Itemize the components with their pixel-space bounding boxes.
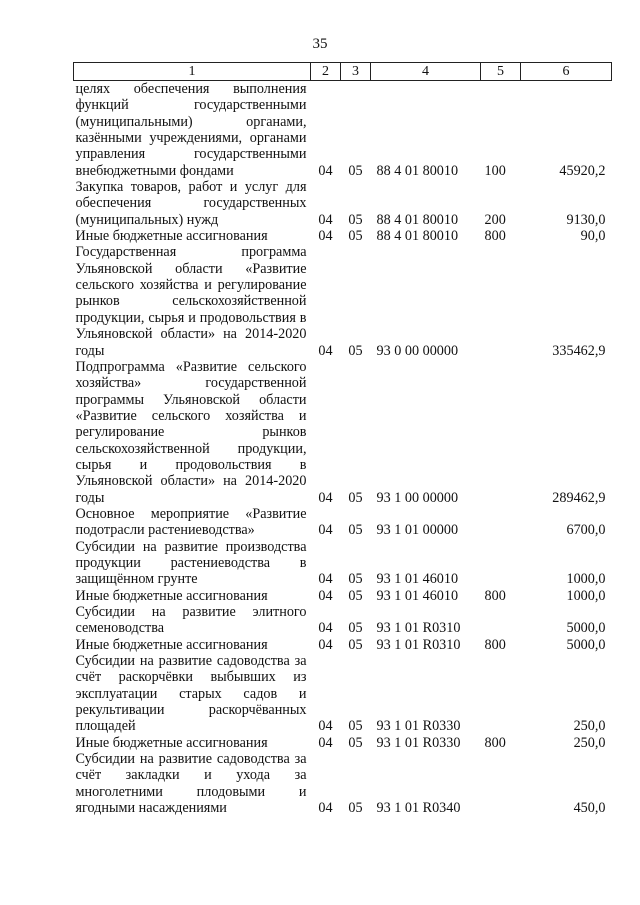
- row-expense-type: 800: [484, 228, 506, 245]
- row-amount: 45920,2: [559, 162, 606, 179]
- row-section: 04: [318, 489, 333, 506]
- row-section: 04: [318, 718, 333, 735]
- table-row: [74, 539, 612, 588]
- row-target-code: 93 1 01 R0330: [376, 734, 461, 751]
- row-subsection: 05: [348, 636, 363, 653]
- row-description: Подпрограмма «Развитие сельского хозяйства» государственной программы Ульяновской области «Развитие сельского хозяйства и регулирование рынков сельскохозяйственной продукции, сырья и продовольствия в Ульяновской области» на 2014-2020 годы: [75, 358, 307, 506]
- row-expense-type: [481, 604, 521, 637]
- row-subsection: 05: [348, 620, 363, 637]
- header-col-3: 3: [341, 63, 371, 81]
- row-section: 04: [318, 587, 333, 604]
- row-amount: 1000,0: [566, 587, 606, 604]
- row-amount: 5000,0: [566, 620, 606, 637]
- row-section: 04: [318, 162, 333, 179]
- table-row: [74, 81, 612, 180]
- row-amount: 450,0: [573, 800, 606, 817]
- row-target-code: 93 0 00 00000: [376, 342, 459, 359]
- row-amount: 5000,0: [566, 636, 606, 653]
- row-section: 04: [318, 342, 333, 359]
- row-description: Иные бюджетные ассигнования: [75, 228, 268, 245]
- row-expense-type: 800: [484, 587, 506, 604]
- table-row: [74, 228, 612, 244]
- table-row: [74, 653, 612, 735]
- table-row: [74, 637, 612, 653]
- row-subsection: 05: [348, 211, 363, 228]
- header-col-2: 2: [311, 63, 341, 81]
- row-description: Иные бюджетные ассигнования: [75, 587, 268, 604]
- row-description: Государственная программа Ульяновской области «Развитие сельского хозяйства и регулирование рынков сельскохозяйственной продукции, сырья и продовольствия в Ульяновской области» на 2014-2020 годы: [75, 244, 307, 359]
- row-subsection: 05: [348, 734, 363, 751]
- header-col-1: 1: [74, 63, 311, 81]
- row-section: 04: [318, 620, 333, 637]
- row-description: Субсидии на развитие производства продукции растениеводства в защищённом грунте: [75, 538, 307, 588]
- row-target-code: 93 1 01 46010: [376, 587, 459, 604]
- row-amount: 1000,0: [566, 571, 606, 588]
- row-expense-type: [481, 244, 521, 358]
- row-target-code: 93 1 01 R0310: [376, 620, 461, 637]
- row-target-code: 93 1 01 R0310: [376, 636, 461, 653]
- row-expense-type: [481, 653, 521, 735]
- row-section: 04: [318, 211, 333, 228]
- row-subsection: 05: [348, 522, 363, 539]
- row-amount: 289462,9: [552, 489, 606, 506]
- row-description: Субсидии на развитие садоводства за счёт раскорчёвки выбывших из эксплуатации старых садов и рекультивации раскорчёванных площадей: [75, 653, 307, 735]
- row-target-code: 88 4 01 80010: [376, 211, 459, 228]
- row-expense-type: 200: [484, 211, 506, 228]
- row-amount: 250,0: [573, 718, 606, 735]
- table-row: [74, 735, 612, 751]
- row-description: Основное мероприятие «Развитие подотрасли растениеводства»: [75, 505, 307, 539]
- row-section: 04: [318, 571, 333, 588]
- row-description: Иные бюджетные ассигнования: [75, 636, 268, 653]
- row-target-code: 93 1 00 00000: [376, 489, 459, 506]
- table-row: [74, 588, 612, 604]
- row-target-code: 93 1 01 46010: [376, 571, 459, 588]
- row-subsection: 05: [348, 489, 363, 506]
- header-col-6: 6: [521, 63, 612, 81]
- row-subsection: 05: [348, 718, 363, 735]
- row-target-code: 93 1 01 R0330: [376, 718, 461, 735]
- row-section: 04: [318, 228, 333, 245]
- row-expense-type: [481, 539, 521, 588]
- row-expense-type: [481, 359, 521, 506]
- row-section: 04: [318, 800, 333, 817]
- row-description: Иные бюджетные ассигнования: [75, 734, 268, 751]
- row-subsection: 05: [348, 800, 363, 817]
- row-target-code: 88 4 01 80010: [376, 162, 459, 179]
- table-row: [74, 359, 612, 506]
- table-row: [74, 506, 612, 539]
- row-section: 04: [318, 522, 333, 539]
- row-amount: 90,0: [580, 228, 606, 245]
- table-row: [74, 751, 612, 816]
- row-target-code: 88 4 01 80010: [376, 228, 459, 245]
- page-number: 35: [312, 36, 328, 52]
- header-col-5: 5: [481, 63, 521, 81]
- row-amount: 9130,0: [566, 211, 606, 228]
- row-subsection: 05: [348, 162, 363, 179]
- row-amount: 250,0: [573, 734, 606, 751]
- table-row: [74, 244, 612, 358]
- table-row: [74, 604, 612, 637]
- row-subsection: 05: [348, 587, 363, 604]
- row-description: целях обеспечения выполнения функций государственными (муниципальными) органами, казёнными учреждениями, органами управления государственными внебюджетными фондами: [75, 81, 307, 179]
- row-section: 04: [318, 636, 333, 653]
- row-expense-type: 800: [484, 636, 506, 653]
- row-description: Закупка товаров, работ и услуг для обеспечения государственных (муниципальных) нужд: [75, 179, 307, 228]
- row-target-code: 93 1 01 00000: [376, 522, 459, 539]
- row-expense-type: 800: [484, 734, 506, 751]
- row-subsection: 05: [348, 571, 363, 588]
- table-header-row: [74, 63, 612, 81]
- row-target-code: 93 1 01 R0340: [376, 800, 461, 817]
- row-section: 04: [318, 734, 333, 751]
- row-expense-type: [481, 751, 521, 816]
- row-amount: 335462,9: [552, 342, 606, 359]
- row-expense-type: [481, 506, 521, 539]
- row-subsection: 05: [348, 228, 363, 245]
- row-amount: 6700,0: [566, 522, 606, 539]
- header-col-4: 4: [371, 63, 481, 81]
- row-expense-type: 100: [484, 162, 506, 179]
- row-subsection: 05: [348, 342, 363, 359]
- row-description: Субсидии на развитие элитного семеноводства: [75, 604, 307, 637]
- budget-table: [73, 62, 612, 816]
- table-row: [74, 179, 612, 228]
- row-description: Субсидии на развитие садоводства за счёт закладки и ухода за многолетними плодовыми и ягодными насаждениями: [75, 751, 307, 817]
